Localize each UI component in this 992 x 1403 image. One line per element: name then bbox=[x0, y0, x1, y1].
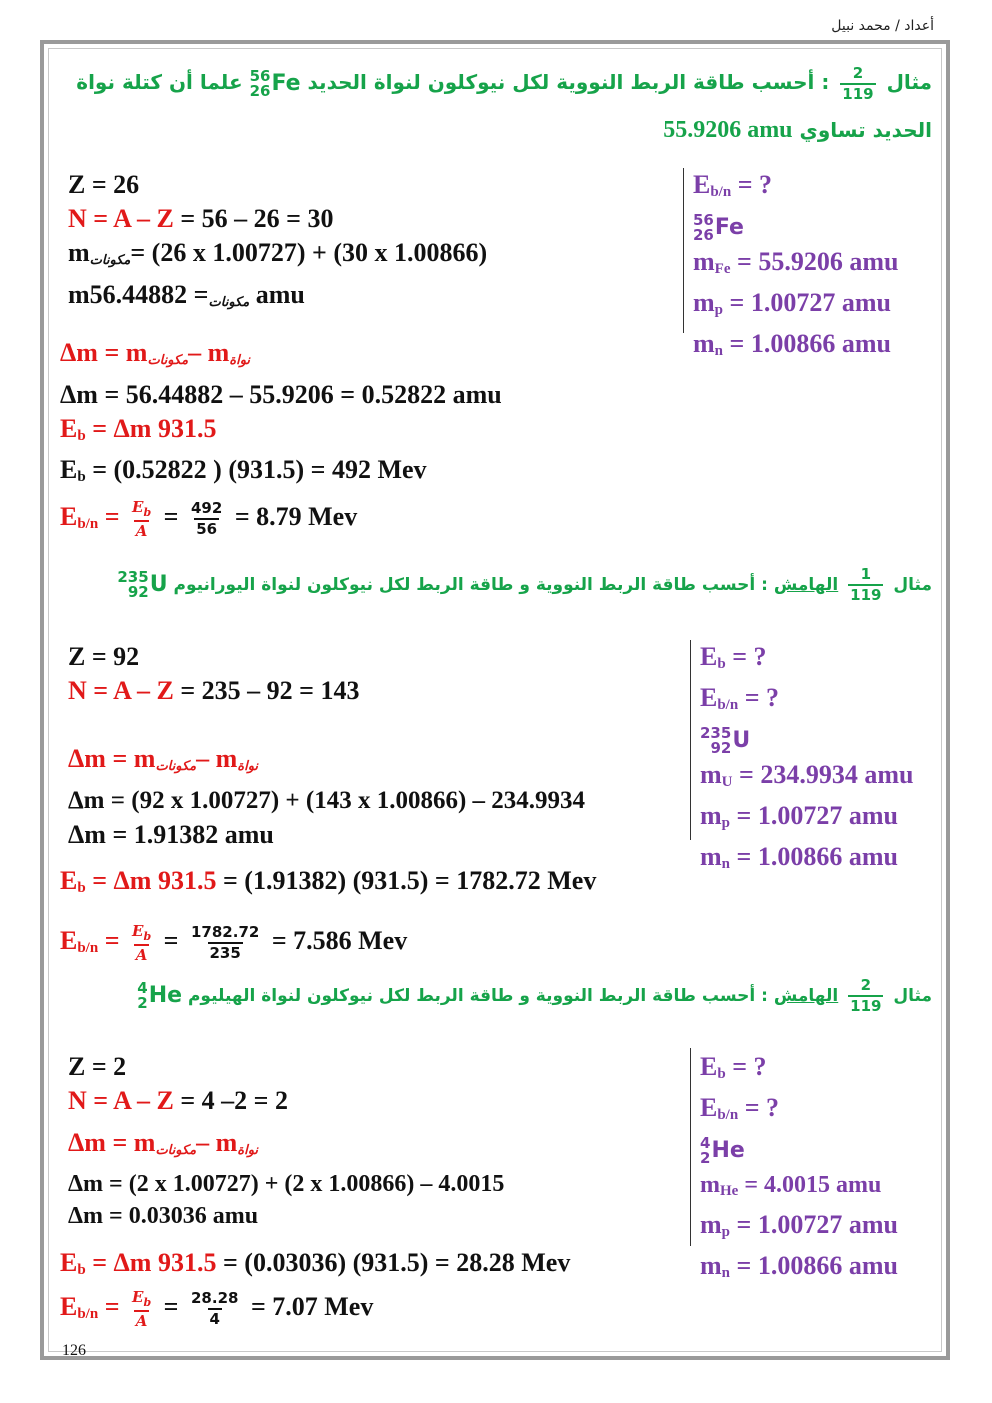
example1-title-line2: الحديد تساوي 55.9206 amu bbox=[663, 117, 932, 143]
author-credit: أعداد / محمد نبيل bbox=[831, 18, 934, 34]
margin-label: الهامش bbox=[773, 986, 839, 1006]
example3-per-nucleon: $E_{b/n}$ = $\frac{E_b}{A}$ = $\frac{28.28}{4}$ = 7.07 Mev bbox=[60, 1287, 374, 1330]
constituent-mass-line: mمكونات= (26 x 1.00727) + (30 x 1.00866) bbox=[68, 238, 488, 268]
example-question-rest: علما أن كتلة نواة bbox=[76, 70, 243, 94]
value-fraction: $\frac{492}{56}$ bbox=[191, 499, 223, 539]
example1-per-nucleon: $E_{b/n}$ = $\frac{E_b}{A}$ = $\frac{492}{56}$ = 8.79 Mev bbox=[60, 497, 358, 540]
example3-binding-energy: $E_b = \Delta m$ 931.5 = (0.03036) (931.5) = 28.28 Mev bbox=[60, 1248, 571, 1278]
givens-divider bbox=[690, 640, 691, 840]
givens-divider bbox=[690, 1048, 691, 1246]
mass-defect-value: Δm = (2 x 1.00727) + (2 x 1.00866) – 4.0015 bbox=[68, 1171, 505, 1197]
nuclide-fe: 56 26 Fe bbox=[249, 66, 301, 100]
example-label: مثال bbox=[886, 70, 932, 94]
eb-over-a-fraction: $\frac{E_b}{A}$ bbox=[132, 497, 152, 540]
neutron-line: N = A – Z = 235 – 92 = 143 bbox=[68, 676, 360, 705]
mass-defect-result: Δm = 1.91382 amu bbox=[68, 820, 274, 849]
example1-work bbox=[68, 168, 487, 320]
atomic-number-line: Z = 26 bbox=[68, 170, 140, 199]
eb-over-a-fraction: $\frac{E_b}{A}$ bbox=[132, 1287, 152, 1330]
example2-givens: $E_b$ = ? $E_{b/n}$ = ? 235 92 U $m_U = 234.9934$ amu $m_p = 1.00727$ amu $m_n = 1.00866$ amu bbox=[700, 642, 914, 873]
example3-title: مثال $\frac{2}{119}$ الهامش : أحسب طاقة الربط النووية و طاقة الربط لكل نيوكلون لنواة الهيليوم 4 2 He bbox=[137, 976, 932, 1015]
nuclide-u: 235 92 U bbox=[117, 568, 168, 601]
givens-divider bbox=[683, 168, 684, 333]
mass-defect-result: Δm = 0.03036 amu bbox=[68, 1203, 259, 1229]
eb-over-a-fraction: $\frac{E_b}{A}$ bbox=[132, 921, 152, 964]
example1-title bbox=[62, 62, 932, 104]
example3-givens: $E_b$ = ? $E_{b/n}$ = ? 4 2 He $m_{He} = 4.0015$ amu $m_p = 1.00727$ amu $m_n = 1.00866$ amu bbox=[700, 1052, 898, 1282]
margin-label: الهامش bbox=[773, 575, 839, 595]
constituent-mass-result: m مكونات= 56.44882 amu bbox=[68, 280, 305, 310]
nuclide-u: 235 92 U bbox=[700, 724, 751, 758]
example-number-fraction: $\frac{1}{119}$ bbox=[850, 565, 882, 604]
nuclide-he: 4 2 He bbox=[700, 1134, 745, 1168]
example2-work bbox=[68, 640, 585, 852]
example-question: : أحسب طاقة الربط النووية لكل نيوكلون لنواة الحديد bbox=[307, 70, 830, 94]
example2-title: مثال $\frac{1}{119}$ الهامش : أحسب طاقة الربط النووية و طاقة الربط لكل نيوكلون لنواة اليورانيوم 235 92 U bbox=[117, 565, 932, 604]
atomic-number-line: Z = 2 bbox=[68, 1052, 127, 1081]
binding-energy-value: $E_b = (0.52822$ ) (931.5) = 492 Mev bbox=[60, 455, 427, 485]
page-number: 126 bbox=[62, 1342, 86, 1359]
fe-mass-value: 55.9206 amu bbox=[663, 117, 793, 143]
mass-defect-formula: Δm = mمكونات– mنواة bbox=[60, 338, 251, 368]
example3-work bbox=[68, 1050, 504, 1232]
binding-energy-formula: $E_b = \Delta m$ 931.5 bbox=[60, 414, 217, 444]
example1-work-2 bbox=[60, 336, 502, 494]
nuclide-fe: 56 26 Fe bbox=[693, 211, 744, 245]
nuclide-he: 4 2 He bbox=[137, 979, 183, 1012]
value-fraction: $\frac{28.28}{4}$ bbox=[191, 1289, 239, 1329]
example2-per-nucleon: $E_{b/n}$ = $\frac{E_b}{A}$ = $\frac{1782.72}{235}$ = 7.586 Mev bbox=[60, 921, 408, 964]
mass-defect-formula: Δm = mمكونات– mنواة bbox=[68, 1128, 259, 1158]
mass-defect-value: Δm = 56.44882 – 55.9206 = 0.52822 amu bbox=[60, 380, 502, 409]
example-number-fraction: $\frac{2}{119}$ bbox=[850, 976, 882, 1015]
value-fraction: $\frac{1782.72}{235}$ bbox=[191, 923, 260, 963]
mass-defect-formula: Δm = mمكونات– mنواة bbox=[68, 744, 259, 774]
atomic-number-line: Z = 92 bbox=[68, 642, 140, 671]
neutron-line: N = A – Z = 4 –2 = 2 bbox=[68, 1086, 288, 1115]
example2-binding-energy: $E_b = \Delta m$ 931.5 = (1.91382) (931.5) = 1782.72 Mev bbox=[60, 866, 597, 896]
example-number-fraction: $\frac{2}{119}$ bbox=[842, 63, 874, 103]
mass-defect-value: Δm = (92 x 1.00727) + (143 x 1.00866) – 234.9934 bbox=[68, 787, 586, 814]
neutron-line: N = A – Z = 56 – 26 = 30 bbox=[68, 204, 334, 233]
example1-givens: $E_{b/n}$ = ? 56 26 Fe $m_{Fe} = 55.9206$ amu $m_p = 1.00727$ amu $m_n = 1.00866$ amu bbox=[693, 170, 899, 360]
